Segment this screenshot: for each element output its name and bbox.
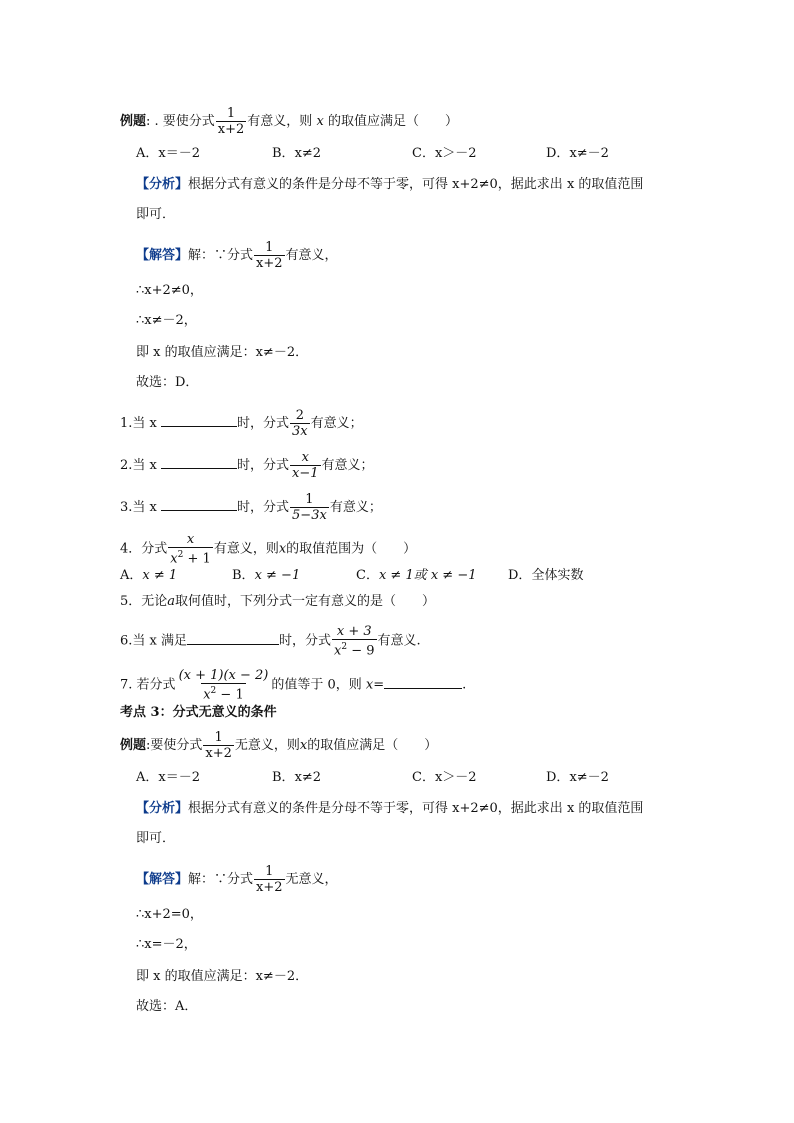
q4-option-b: B．x ≠ −1 (232, 568, 301, 583)
fraction: $\frac{2}{3x}$ (292, 408, 308, 439)
answer-blank[interactable] (384, 674, 462, 689)
solution-step-2: ∴x≠－2， (136, 313, 197, 328)
fraction: $\frac{x + 3}{x^2 - 9}$ (334, 624, 375, 659)
example-label: 例题 (120, 738, 147, 753)
question-5: 5．无论a取何值时，下列分式一定有意义的是（ ） (120, 594, 436, 609)
solution-answer: 故选：D． (136, 375, 199, 390)
answer-blank[interactable] (187, 630, 279, 645)
answer-blank[interactable] (161, 496, 237, 511)
analysis-line-2: 即可． (136, 831, 176, 846)
ex2-option-b: B．x≠2 (272, 770, 322, 785)
answer-blank[interactable] (161, 412, 237, 427)
question-6: 6.当 x 满足 时，分式 $\frac{x + 3}{x^2 - 9}$ 有意义. (120, 624, 421, 659)
solution-step-2: ∴x=－2， (136, 937, 197, 952)
question-1: 1.当 x 时，分式 $\frac{2}{3x}$ 有意义； (120, 408, 363, 439)
solution-tag: 【解答】 (136, 248, 189, 263)
solution-lead: 【解答】解：∵分式 $\frac{1}{x+2}$ 有意义， (136, 240, 338, 271)
option-d: D．x≠－2 (546, 146, 609, 161)
analysis: 【分析】根据分式有意义的条件是分母不等于零，可得 x+2≠0，据此求出 x 的取值范围 (136, 177, 644, 192)
example-2-question: 例题:要使分式 $\frac{1}{x+2}$ 无意义，则x的取值应满足（ ） (120, 730, 438, 761)
ex2-option-a: A．x＝－2 (136, 770, 200, 785)
solution-step-1: ∴x+2=0， (136, 907, 203, 922)
fraction: $\frac{1}{x+2}$ (256, 864, 283, 895)
fraction: $\frac{(x + 1)(x - 2)}{x^2 - 1}$ (178, 668, 269, 703)
q4-option-d: D．全体实数 (508, 568, 584, 583)
fraction: $\frac{1}{x+2}$ (217, 106, 245, 137)
fraction: $\frac{x}{x-1}$ (292, 450, 319, 481)
option-a: A．x＝－2 (136, 146, 200, 161)
solution-step-1: ∴x+2≠0， (136, 283, 203, 298)
solution-step-3: 即 x 的取值应满足：x≠－2． (136, 969, 309, 984)
ex2-option-d: D．x≠－2 (546, 770, 609, 785)
q4-option-c: C．x ≠ 1或 x ≠ −1 (356, 568, 477, 583)
analysis-tag: 【分析】 (136, 801, 189, 816)
analysis-tag: 【分析】 (136, 177, 189, 192)
option-c: C．x＞－2 (412, 146, 477, 161)
analysis-line-2: 即可． (136, 207, 176, 222)
solution-lead: 【解答】解：∵分式 $\frac{1}{x+2}$ 无意义， (136, 864, 338, 895)
fraction: $\frac{1}{x+2}$ (205, 730, 232, 761)
answer-blank[interactable] (161, 454, 237, 469)
example-1-question: 例题: . 要使分式 $\frac{1}{x+2}$ 有意义，则 x 的取值应满足（ ） (120, 106, 458, 137)
question-2: 2.当 x 时，分式 $\frac{x}{x-1}$ 有意义； (120, 450, 374, 481)
section-title: 考点 3：分式无意义的条件 (120, 705, 277, 720)
example-label: 例题 (120, 114, 147, 129)
ex2-option-c: C．x＞－2 (412, 770, 477, 785)
solution-step-3: 即 x 的取值应满足：x≠－2． (136, 345, 309, 360)
solution-answer: 故选：A． (136, 999, 198, 1014)
question-3: 3.当 x 时，分式 $\frac{1}{5-3x}$ 有意义； (120, 492, 382, 523)
fraction: $\frac{x}{x^2 + 1}$ (170, 532, 211, 567)
solution-tag: 【解答】 (136, 872, 189, 887)
option-b: B．x≠2 (272, 146, 322, 161)
q4-option-a: A．x ≠ 1 (120, 568, 178, 583)
fraction: $\frac{1}{5-3x}$ (292, 492, 327, 523)
analysis: 【分析】根据分式有意义的条件是分母不等于零，可得 x+2≠0，据此求出 x 的取值范围 (136, 801, 644, 816)
question-7: 7. 若分式 $\frac{(x + 1)(x - 2)}{x^2 - 1}$ 的值等于 0，则 x= . (120, 668, 467, 703)
fraction: $\frac{1}{x+2}$ (256, 240, 283, 271)
question-4: 4．分式 $\frac{x}{x^2 + 1}$ 有意义，则x的取值范围为（ ） (120, 532, 417, 567)
